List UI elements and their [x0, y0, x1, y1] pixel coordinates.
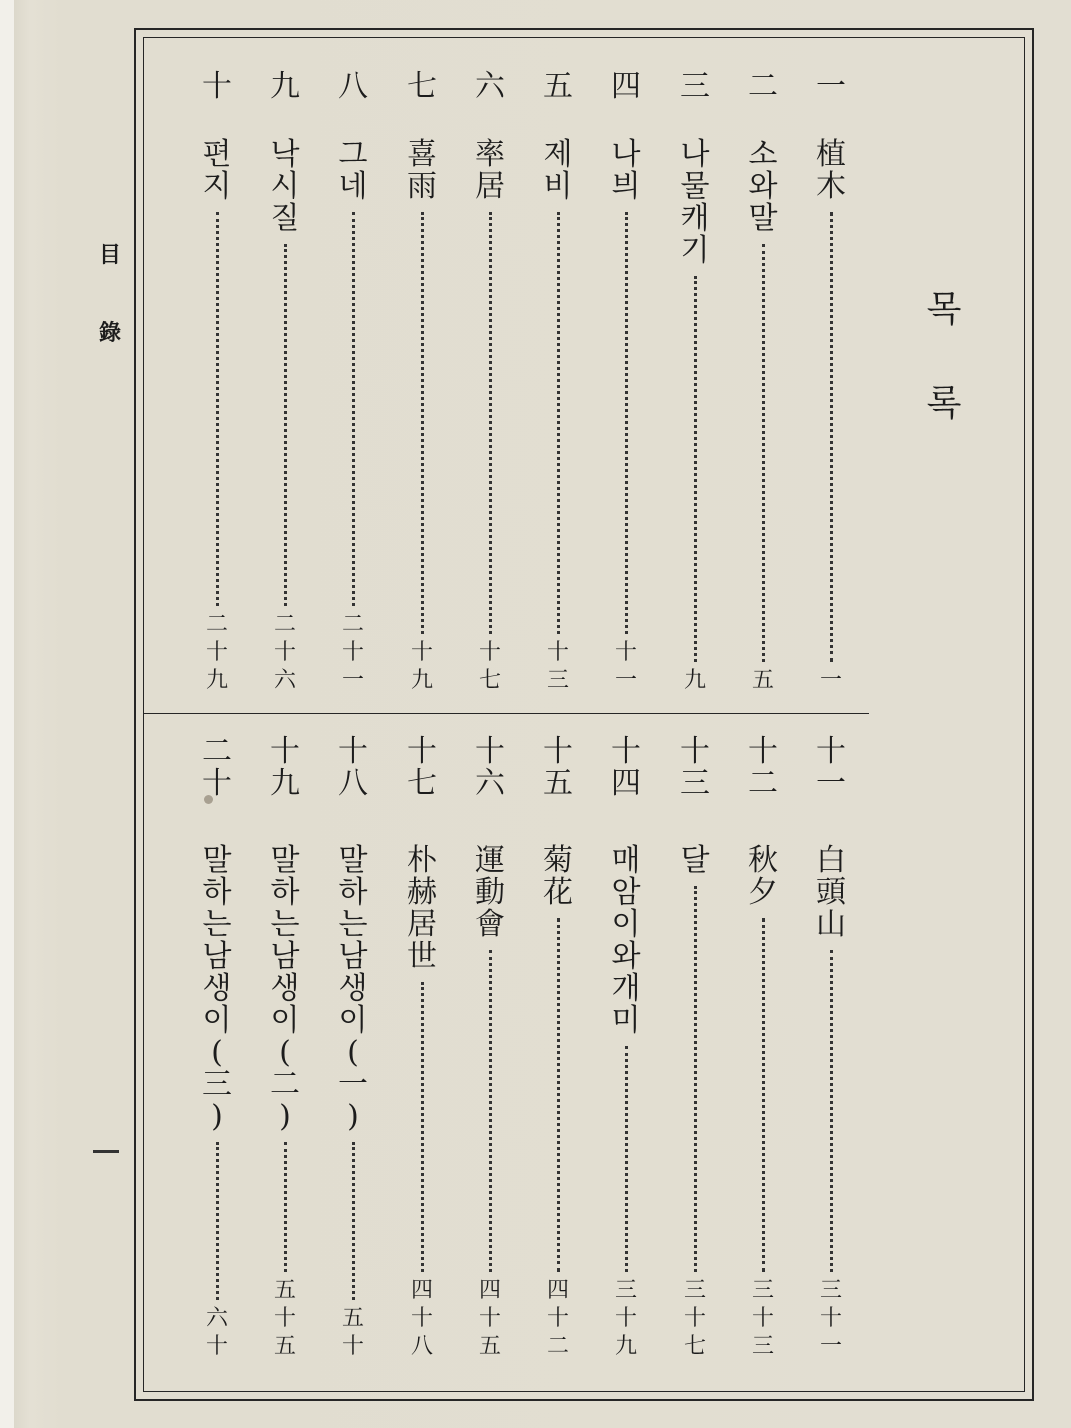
lesson-title: 白 頭 山: [816, 843, 846, 942]
leader-dots: [762, 918, 765, 1272]
lesson-number: 二: [748, 69, 778, 104]
page-number: 五 十 五: [273, 1278, 296, 1359]
lesson-title: 運 動 會: [475, 843, 505, 942]
leader-dots: [284, 244, 287, 606]
page-number: 十 三: [546, 640, 569, 693]
lesson-title: 植 木: [816, 137, 846, 204]
lesson-number: 十 八: [338, 734, 368, 801]
leader-dots: [762, 244, 765, 662]
lesson-number: 六: [475, 69, 505, 104]
page-number: 三 十 七: [683, 1278, 706, 1359]
lesson-title: 菊 花: [543, 843, 573, 910]
lesson-title: 말 하 는 남 생 이 ( 二 ): [270, 843, 300, 1134]
contents-heading: 목 록: [926, 289, 962, 424]
lesson-number: 十 四: [611, 734, 641, 801]
lesson-number: 八: [338, 69, 368, 104]
lesson-number: 七: [407, 69, 437, 104]
leader-dots: [625, 212, 628, 634]
lesson-title: 낙 시 질: [270, 137, 300, 236]
lesson-title: 率 居: [475, 137, 505, 204]
page-number: 十 一: [614, 640, 637, 693]
lesson-number: 二 十: [202, 734, 232, 801]
page-number: 二 十 一: [341, 612, 364, 693]
page-number: 一: [819, 668, 842, 693]
section-divider: [143, 713, 869, 714]
page-number: 十 九: [410, 640, 433, 693]
lesson-title: 秋 夕: [748, 843, 778, 910]
lesson-number: 一: [816, 69, 846, 104]
page-number: 四 十 八: [410, 1278, 433, 1359]
lesson-number: 四: [611, 69, 641, 104]
leader-dots: [352, 1142, 355, 1300]
leader-dots: [557, 918, 560, 1272]
lesson-title: 달: [680, 843, 710, 878]
inner-border: [143, 37, 1025, 1392]
lesson-number: 十 九: [270, 734, 300, 801]
page-number: 三 十 九: [614, 1278, 637, 1359]
lesson-number: 十 五: [543, 734, 573, 801]
lesson-number: 十 一: [816, 734, 846, 801]
leader-dots: [216, 1142, 219, 1300]
lesson-number: 十 六: [475, 734, 505, 801]
spine-title: 目 錄: [98, 242, 121, 346]
page-number: 九: [683, 668, 706, 693]
lesson-number: 十: [202, 69, 232, 104]
page-number: 五: [751, 668, 774, 693]
page-number: 六 十: [205, 1306, 228, 1359]
leader-dots: [557, 212, 560, 634]
lesson-title: 나 븨: [611, 137, 641, 204]
lesson-number: 九: [270, 69, 300, 104]
page-number: 五 十: [341, 1306, 364, 1359]
leader-dots: [625, 1046, 628, 1272]
leader-dots: [694, 886, 697, 1272]
leader-dots: [352, 212, 355, 606]
page-number: 二 十 九: [205, 612, 228, 693]
lesson-number: 五: [543, 69, 573, 104]
leader-dots: [489, 212, 492, 634]
page-number: 三 十 一: [819, 1278, 842, 1359]
page-number: 三 十 三: [751, 1278, 774, 1359]
leader-dots: [830, 950, 833, 1272]
leader-dots: [421, 982, 424, 1272]
lesson-title: 그 네: [338, 137, 368, 204]
lesson-title: 소 와 말: [748, 137, 778, 236]
lesson-title: 제 비: [543, 137, 573, 204]
page-number: 二 十 六: [273, 612, 296, 693]
page-number: 十 七: [478, 640, 501, 693]
leader-dots: [489, 950, 492, 1272]
lesson-title: 매 암 이 와 개 미: [611, 843, 641, 1038]
leader-dots: [694, 276, 697, 662]
leader-dots: [830, 212, 833, 662]
lesson-title: 喜 雨: [407, 137, 437, 204]
leader-dots: [216, 212, 219, 606]
spine-page-mark: [93, 1150, 119, 1153]
lesson-title: 말 하 는 남 생 이 ( 一 ): [338, 843, 368, 1134]
lesson-number: 十 二: [748, 734, 778, 801]
lesson-title: 말 하 는 남 생 이 ( 三 ): [202, 843, 232, 1134]
leader-dots: [421, 212, 424, 634]
page-number: 四 十 五: [478, 1278, 501, 1359]
page-number: 四 十 二: [546, 1278, 569, 1359]
lesson-title: 朴 赫 居 世: [407, 843, 437, 974]
lesson-title: 편 지: [202, 137, 232, 204]
lesson-number: 三: [680, 69, 710, 104]
lesson-number: 十 七: [407, 734, 437, 801]
lesson-number: 十 三: [680, 734, 710, 801]
leader-dots: [284, 1142, 287, 1272]
lesson-title: 나 물 캐 기: [680, 137, 710, 268]
